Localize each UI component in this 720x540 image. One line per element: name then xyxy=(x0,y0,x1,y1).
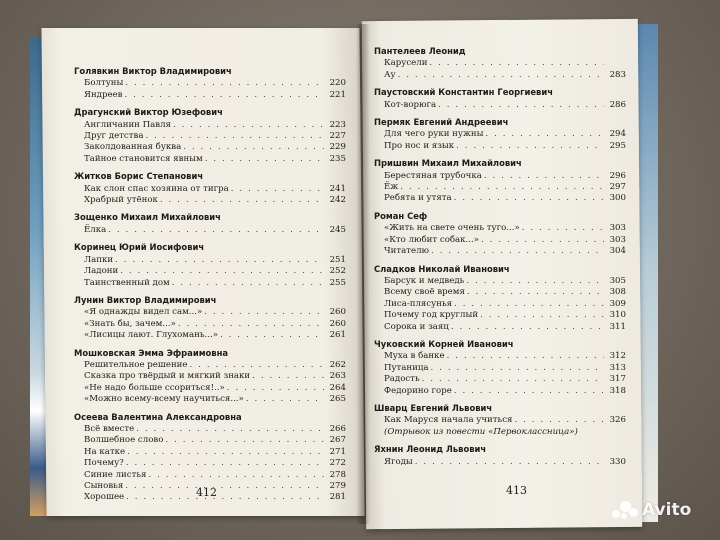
toc-entry xyxy=(374,182,626,193)
toc-entry-page-number: 317 xyxy=(609,374,626,385)
toc-entry-page-number: 245 xyxy=(329,224,346,235)
toc-entry xyxy=(74,307,346,318)
toc-entry-page-number: 220 xyxy=(329,78,346,89)
toc-entry xyxy=(74,371,346,382)
toc-entry xyxy=(74,394,346,405)
toc-dot-leader xyxy=(173,120,324,131)
toc-dot-leader xyxy=(127,447,324,458)
toc-dot-leader xyxy=(172,278,324,289)
toc-entry xyxy=(374,129,626,140)
toc-entry-page-number: 300 xyxy=(609,193,626,204)
toc-entry-page-number: 305 xyxy=(609,275,626,286)
toc-entry xyxy=(74,184,346,195)
toc-entry xyxy=(374,310,626,321)
toc-author-heading: Мошковская Эмма Эфраимовна xyxy=(74,347,229,358)
toc-entry-title: Ау xyxy=(384,69,396,80)
toc-entry xyxy=(374,246,626,257)
toc-dot-leader xyxy=(422,374,604,385)
toc-author-heading: Сладков Николай Иванович xyxy=(374,263,510,274)
toc-entry-page-number: 252 xyxy=(329,266,346,277)
page-number-left: 412 xyxy=(196,486,217,499)
toc-author-heading: Голявкин Виктор Владимирович xyxy=(74,66,232,76)
toc-entry xyxy=(74,319,346,330)
toc-dot-leader xyxy=(484,171,604,182)
toc-entry-title: «Лисицы лают. Глухомань...» xyxy=(84,330,218,341)
toc-entry xyxy=(74,78,346,89)
toc-entry-title: «Я однажды видел сам...» xyxy=(84,307,203,318)
toc-entry xyxy=(374,363,626,374)
toc-dot-leader xyxy=(456,141,604,152)
toc-entry-title: «Знать бы, зачем...» xyxy=(84,318,176,329)
toc-dot-leader xyxy=(120,266,324,277)
toc-dot-leader xyxy=(126,458,324,469)
toc-dot-leader xyxy=(431,363,604,374)
toc-entry-title: Храбрый утёнок xyxy=(84,195,158,206)
toc-dot-leader xyxy=(447,351,604,362)
book-spine-gutter xyxy=(356,24,370,524)
toc-entry-title: Ребята и утята xyxy=(384,193,452,204)
toc-dot-leader xyxy=(454,386,604,397)
toc-author-heading: Роман Сеф xyxy=(374,210,428,221)
toc-author-heading: Чуковский Корней Иванович xyxy=(374,338,514,349)
toc-entry-page-number: 304 xyxy=(609,246,626,257)
toc-entry-title: Путаница xyxy=(384,362,429,373)
toc-entry-title: Федорино горе xyxy=(384,385,452,396)
toc-entry xyxy=(374,351,626,362)
toc-entry-page-number: 308 xyxy=(609,287,626,298)
toc-entry-title: «Кто любит собак...» xyxy=(384,234,480,245)
avito-watermark xyxy=(612,500,691,520)
toc-entry-title: Почему год круглый xyxy=(384,310,479,321)
toc-dot-leader xyxy=(125,481,324,492)
toc-dot-leader xyxy=(480,310,604,321)
toc-entry xyxy=(374,386,626,397)
toc-entry-page-number: 229 xyxy=(329,142,346,153)
toc-dot-leader xyxy=(136,424,324,435)
toc-dot-leader xyxy=(451,322,604,333)
toc-author-heading: Коринец Юрий Иосифович xyxy=(74,242,205,253)
toc-entry xyxy=(74,360,346,371)
toc-entry-title: Решительное решение xyxy=(84,359,188,370)
toc-entry xyxy=(374,322,626,333)
toc-author-heading: Паустовский Константин Георгиевич xyxy=(374,87,553,98)
toc-entry xyxy=(74,266,346,277)
toc-entry-title: Заколдованная буква xyxy=(84,142,182,153)
avito-logo-icon xyxy=(612,501,638,519)
table-of-contents-left xyxy=(74,60,346,504)
toc-entry xyxy=(374,58,626,69)
toc-entry-title: Почему? xyxy=(84,458,124,469)
toc-entry-title: Хорошее xyxy=(84,492,125,503)
toc-entry xyxy=(374,141,626,152)
toc-entry xyxy=(74,458,346,469)
toc-dot-leader xyxy=(148,470,324,481)
toc-entry-page-number: 267 xyxy=(329,435,346,446)
toc-author-heading: Шварц Евгений Львович xyxy=(374,402,493,413)
toc-entry-title: Яндреев xyxy=(84,89,123,100)
watermark-text: Avito xyxy=(642,500,692,520)
toc-entry-page-number: 223 xyxy=(329,119,346,130)
toc-dot-leader xyxy=(466,276,604,287)
toc-dot-leader xyxy=(145,131,324,142)
toc-entry-page-number: 255 xyxy=(329,277,346,288)
toc-author-heading: Яхнин Леонид Львович xyxy=(374,444,487,455)
toc-entry-title: Волшебное слово xyxy=(84,435,164,446)
toc-dot-leader xyxy=(227,383,324,394)
toc-author-heading: Пришвин Михаил Михайлович xyxy=(374,158,522,169)
toc-entry xyxy=(74,90,346,101)
toc-entry-title: Барсук и медведь xyxy=(384,275,465,286)
toc-entry-page-number: 318 xyxy=(609,385,626,396)
toc-dot-leader xyxy=(431,246,604,257)
toc-entry-page-number: 260 xyxy=(329,318,346,329)
toc-entry-title: Кот-ворюга xyxy=(384,99,437,110)
toc-entry-page-number: 266 xyxy=(329,423,346,434)
toc-entry xyxy=(374,299,626,310)
toc-entry-page-number: 264 xyxy=(329,382,346,393)
toc-entry-page-number: 278 xyxy=(329,469,346,480)
page-number-right: 413 xyxy=(506,484,527,497)
toc-entry-page-number: 272 xyxy=(329,458,346,469)
toc-entry-page-number: 297 xyxy=(609,182,626,193)
toc-entry-page-number: 296 xyxy=(609,170,626,181)
toc-entry-page-number: 283 xyxy=(609,69,626,80)
toc-entry-title: Лиса-плясунья xyxy=(384,298,453,309)
toc-entry-page-number: 263 xyxy=(329,371,346,382)
toc-entry xyxy=(74,435,346,446)
toc-entry-page-number: 262 xyxy=(329,359,346,370)
toc-entry-page-number: 312 xyxy=(609,351,626,362)
toc-entry-title: Для чего руки нужны xyxy=(384,129,484,140)
toc-dot-leader xyxy=(205,154,324,165)
toc-entry-title: Сыновья xyxy=(84,481,124,491)
toc-entry-title: Таинственный дом xyxy=(84,277,170,288)
toc-entry-title: Как Маруся начала учиться xyxy=(384,415,513,426)
toc-dot-leader xyxy=(231,184,324,195)
toc-entry-page-number: 295 xyxy=(609,140,626,151)
toc-dot-leader xyxy=(514,415,604,426)
toc-entry-title: Ладони xyxy=(84,266,119,277)
toc-entry xyxy=(74,154,346,165)
toc-entry-title: Сказка про твёрдый и мягкий знаки xyxy=(84,371,251,382)
toc-dot-leader xyxy=(178,319,324,330)
toc-entry-title: Читателю xyxy=(384,246,430,257)
toc-entry xyxy=(74,383,346,394)
toc-entry-title: Ёлка xyxy=(84,224,107,235)
toc-entry-page-number: 310 xyxy=(609,310,626,321)
toc-entry-page-number: 281 xyxy=(329,492,346,503)
toc-entry-title: Карусели xyxy=(384,58,428,69)
toc-entry xyxy=(74,330,346,341)
toc-dot-leader xyxy=(415,457,604,468)
toc-entry xyxy=(74,470,346,481)
toc-entry-page-number: 241 xyxy=(329,183,346,194)
toc-entry xyxy=(374,235,626,246)
toc-entry-page-number: 265 xyxy=(329,394,346,405)
toc-entry-title: Англичанин Павля xyxy=(84,119,171,130)
toc-entry-page-number: 303 xyxy=(609,234,626,245)
toc-entry-page-number: 271 xyxy=(329,446,346,457)
toc-dot-leader xyxy=(108,225,324,236)
toc-author-heading: Осеева Валентина Александровна xyxy=(74,411,242,422)
toc-entry-page-number: 326 xyxy=(609,415,626,426)
toc-dot-leader xyxy=(115,255,324,266)
toc-entry xyxy=(374,70,626,81)
toc-entry xyxy=(374,193,626,204)
toc-entry-page-number: 330 xyxy=(609,456,626,467)
toc-entry xyxy=(374,415,626,426)
toc-entry xyxy=(374,427,626,438)
toc-entry-title: Тайное становится явным xyxy=(84,153,203,164)
toc-author-heading: Пермяк Евгений Андреевич xyxy=(374,117,509,128)
toc-entry xyxy=(374,100,626,111)
toc-entry-page-number: 311 xyxy=(609,321,626,332)
toc-entry-title: Всему своё время xyxy=(384,287,465,298)
toc-entry-page-number: 313 xyxy=(609,362,626,373)
toc-entry-title: Ягоды xyxy=(384,456,413,467)
toc-entry-page-number: 303 xyxy=(609,223,626,234)
toc-entry-title: Сорока и заяц xyxy=(384,321,449,332)
toc-entry-title: Друг детства xyxy=(84,131,144,142)
toc-entry xyxy=(74,195,346,206)
toc-entry xyxy=(74,120,346,131)
toc-author-heading: Пантелеев Леонид xyxy=(374,46,466,56)
toc-dot-leader xyxy=(126,492,324,503)
toc-entry-title: Радость xyxy=(384,374,420,385)
toc-entry xyxy=(74,255,346,266)
toc-entry-page-number: 279 xyxy=(329,481,346,491)
toc-entry-title: «Не надо больше ссориться!..» xyxy=(84,382,225,393)
toc-entry-page-number: 294 xyxy=(609,129,626,140)
toc-entry-title: Про нос и язык xyxy=(384,140,455,151)
toc-dot-leader xyxy=(204,307,324,318)
toc-dot-leader xyxy=(160,195,324,206)
toc-entry xyxy=(374,457,626,468)
toc-dot-leader xyxy=(438,100,604,111)
toc-dot-leader xyxy=(165,435,324,446)
toc-dot-leader xyxy=(522,223,604,234)
toc-dot-leader xyxy=(124,90,324,101)
toc-dot-leader xyxy=(398,70,604,81)
toc-entry-title: «Жить на свете очень туго...» xyxy=(384,223,520,234)
toc-entry xyxy=(74,131,346,142)
toc-entry-title: Болтуны xyxy=(84,78,124,89)
toc-entry-title: Синие листья xyxy=(84,469,147,480)
toc-entry-page-number: 227 xyxy=(329,131,346,142)
toc-dot-leader xyxy=(400,182,604,193)
toc-entry-title: (Отрывок из повести «Первоклассница») xyxy=(384,426,578,437)
toc-author-heading: Драгунский Виктор Юзефович xyxy=(74,107,223,118)
toc-entry xyxy=(374,276,626,287)
toc-dot-leader xyxy=(481,235,604,246)
toc-entry xyxy=(374,287,626,298)
toc-entry-page-number: 235 xyxy=(329,153,346,164)
toc-entry-page-number: 221 xyxy=(329,89,346,100)
table-of-contents-right xyxy=(374,40,626,468)
toc-entry-title: Ёж xyxy=(384,182,399,193)
toc-entry xyxy=(374,374,626,385)
toc-entry-page-number: 260 xyxy=(329,307,346,318)
toc-entry-title: Берестяная трубочка xyxy=(384,170,482,181)
toc-entry xyxy=(74,225,346,236)
toc-author-heading: Зощенко Михаил Михайлович xyxy=(74,212,221,223)
toc-entry xyxy=(74,278,346,289)
toc-author-heading: Лунин Виктор Владимирович xyxy=(74,294,217,305)
toc-entry xyxy=(74,447,346,458)
toc-entry-page-number: 286 xyxy=(609,99,626,110)
toc-dot-leader xyxy=(220,330,324,341)
toc-dot-leader xyxy=(246,394,324,405)
toc-entry-page-number: 251 xyxy=(329,254,346,265)
toc-entry-page-number: 309 xyxy=(609,298,626,309)
toc-entry-page-number: 261 xyxy=(329,330,346,341)
toc-entry-title: Всё вместе xyxy=(84,423,135,434)
toc-dot-leader xyxy=(467,287,604,298)
toc-entry-title: На катке xyxy=(84,446,126,457)
toc-entry xyxy=(374,171,626,182)
toc-dot-leader xyxy=(183,142,324,153)
toc-dot-leader xyxy=(429,58,604,69)
toc-author-heading: Житков Борис Степанович xyxy=(74,171,204,182)
toc-dot-leader xyxy=(252,371,324,382)
toc-dot-leader xyxy=(125,78,324,89)
toc-entry xyxy=(374,223,626,234)
toc-entry-title: Муха в банке xyxy=(384,351,445,362)
toc-dot-leader xyxy=(190,360,325,371)
toc-dot-leader xyxy=(485,129,604,140)
toc-entry-title: «Можно всему-всему научиться...» xyxy=(84,394,244,405)
toc-entry-title: Лапки xyxy=(84,254,114,265)
toc-entry-title: Как слон спас хозяина от тигра xyxy=(84,183,229,194)
toc-entry-page-number: 242 xyxy=(329,195,346,206)
toc-dot-leader xyxy=(454,193,604,204)
toc-entry xyxy=(74,142,346,153)
toc-entry xyxy=(74,424,346,435)
toc-dot-leader xyxy=(454,299,604,310)
